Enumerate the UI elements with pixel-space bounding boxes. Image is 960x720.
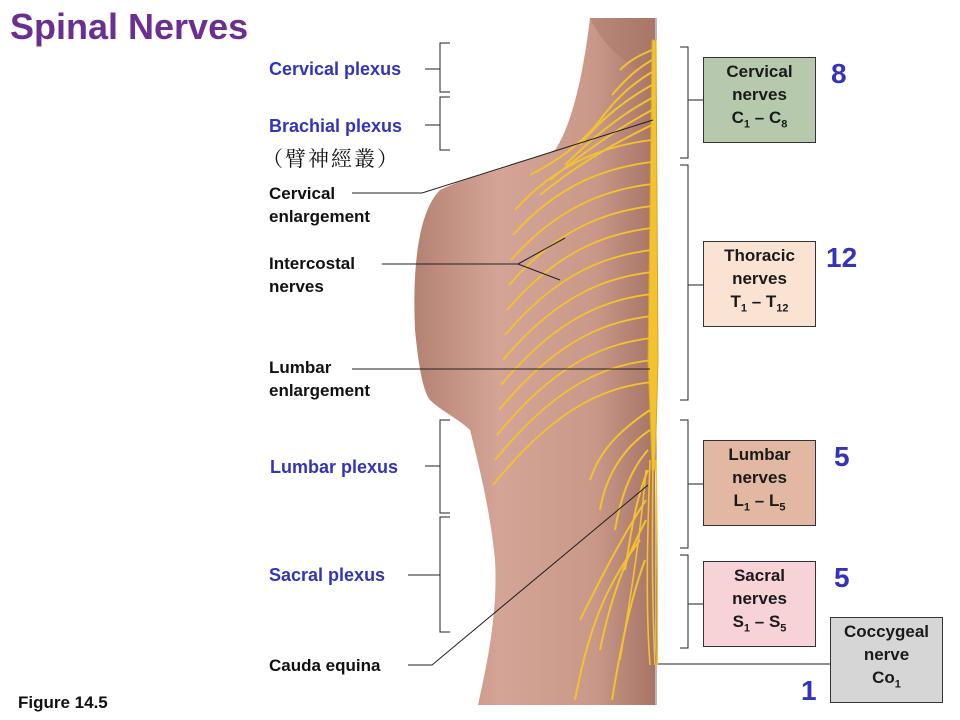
box-range: $Co_1$	[872, 668, 901, 691]
lumbar-nerves-box	[703, 440, 816, 526]
coccygeal-nerve-box	[830, 617, 943, 703]
cervical-nerves-box	[703, 57, 816, 143]
lumbar-enlargement-label	[269, 356, 370, 402]
page-title: Spinal Nerves	[10, 6, 249, 47]
figure-label: Figure 14.5	[18, 693, 108, 712]
box-name: Sacral	[733, 566, 786, 585]
box-line2: nerve	[863, 645, 910, 664]
sacral-count: 5	[834, 562, 850, 593]
intercostal-line1: Intercostal	[269, 254, 355, 273]
box-name: Coccygeal	[843, 622, 930, 641]
lumbar-enlargement-line1: Lumbar	[269, 358, 332, 377]
coccygeal-count: 1	[801, 675, 817, 706]
box-range: $T_1 - T_{12}$	[730, 292, 789, 315]
sacral-nerves-box	[703, 561, 816, 647]
box-name: Thoracic	[724, 246, 795, 265]
cervical-enlargement-label	[269, 182, 370, 228]
box-name: Cervical	[726, 62, 793, 81]
brachial-plexus-label: Brachial plexus	[269, 116, 403, 136]
cervical-plexus-label: Cervical plexus	[269, 59, 402, 79]
lumbar-plexus-label: Lumbar plexus	[270, 457, 399, 477]
intercostal-nerves-label	[269, 252, 355, 298]
thoracic-count: 12	[826, 242, 858, 273]
cauda-equina-label: Cauda equina	[269, 656, 381, 675]
lumbar-enlargement-line2: enlargement	[269, 381, 371, 400]
box-line2: nerves	[732, 269, 787, 288]
intercostal-line2: nerves	[269, 277, 324, 296]
sacral-plexus-label: Sacral plexus	[269, 565, 386, 585]
box-range: $C_1 - C_8$	[731, 108, 788, 131]
thoracic-nerves-box	[703, 241, 816, 327]
cervical-count: 8	[831, 58, 847, 89]
box-line2: nerves	[732, 589, 787, 608]
cervical-enlargement-line2: enlargement	[269, 207, 371, 226]
brachial-plexus-cjk-label: （臂神經叢）	[262, 147, 400, 171]
cervical-enlargement-line1: Cervical	[269, 184, 336, 203]
box-range: $S_1 - S_5$	[732, 612, 787, 635]
box-name: Lumbar	[728, 445, 791, 464]
box-range: $L_1 - L_5$	[733, 491, 786, 514]
back-silhouette	[414, 18, 655, 705]
box-line2: nerves	[732, 85, 787, 104]
lumbar-count: 5	[834, 441, 850, 472]
box-line2: nerves	[732, 468, 787, 487]
